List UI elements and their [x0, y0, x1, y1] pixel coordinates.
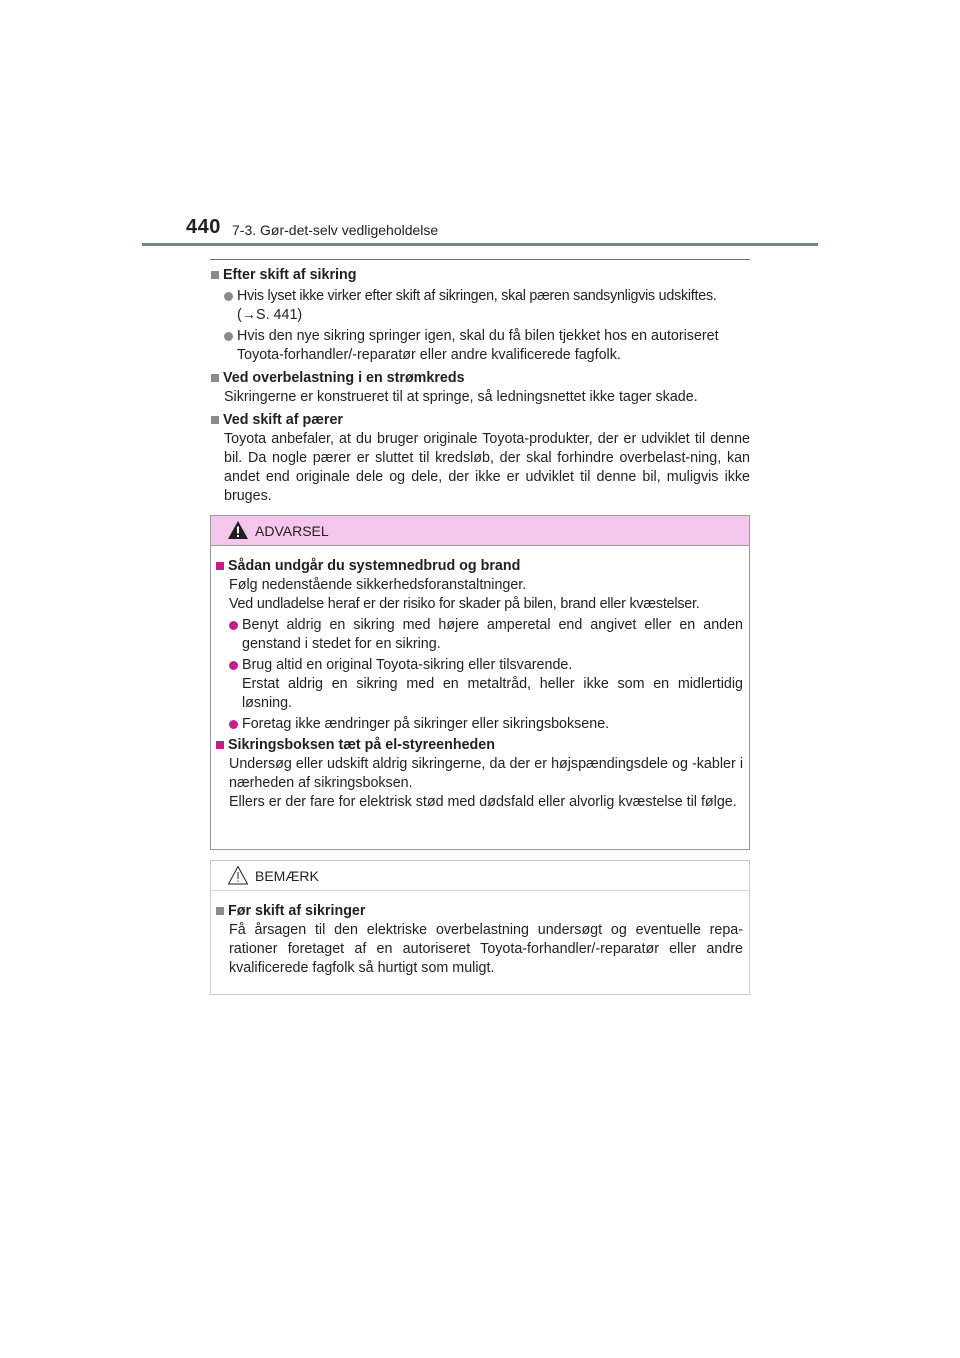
notice-box	[210, 860, 750, 995]
square-bullet-icon	[211, 374, 219, 382]
warning-heading: Sådan undgår du systemnedbrud og brand	[215, 557, 743, 576]
list-item: Hvis lyset ikke virker efter skift af sikringen, skal pæren sandsynligvis udskiftes. (→S. 441)	[210, 287, 750, 325]
list-item: Foretag ikke ændringer på sikringer eller sikringsboksene.	[215, 715, 743, 734]
list-item: Hvis den nye sikring springer igen, skal du få bilen tjekket hos en autoriseret Toyota-forhandler/-reparatør eller andre kvalificerede fagfolk.	[210, 327, 750, 365]
circle-bullet-icon	[224, 292, 233, 301]
notice-body: Før skift af sikringer Få årsagen til den elektriske overbelastning undersøgt og eventuelle repa-rationer foretaget af en autoriseret Toyota-forhandler/-reparatør eller andre kvalificerede fagfolk så hurtigt som muligt.	[211, 891, 749, 978]
section-heading: Ved overbelastning i en strømkreds	[210, 369, 750, 388]
warning-triangle-icon	[227, 520, 249, 540]
content-rule	[210, 259, 750, 260]
list-item: Brug altid en original Toyota-sikring eller tilsvarende. Erstat aldrig en sikring med en metaltråd, heller ikke som en midlertidig løsning.	[215, 656, 743, 713]
section-heading: Ved skift af pærer	[210, 411, 750, 430]
square-bullet-icon	[211, 271, 219, 279]
square-bullet-icon	[216, 562, 224, 570]
header-rule	[142, 243, 818, 246]
square-bullet-icon	[216, 741, 224, 749]
section-heading: Efter skift af sikring	[210, 266, 750, 285]
section-title: 7-3. Gør-det-selv vedligeholdelse	[232, 222, 439, 238]
section-text: Toyota anbefaler, at du bruger originale Toyota-produkter, der er udviklet til denne bil. Da nogle pærer er sluttet til kredsløb, der skal forhindre overbelast-ning, kan andet end originale dele og dele, der ikke er udviklet til denne bil, muligvis ikke bruges.	[224, 431, 750, 504]
square-bullet-icon	[211, 416, 219, 424]
warning-header	[211, 516, 749, 546]
warning-body: Sådan undgår du systemnedbrud og brand Følg nedenstående sikkerhedsforanstaltninger. Ved undladelse heraf er der risiko for skader på bilen, brand eller kvæstelser. Benyt aldrig en sikring med højere amperetal end angivet eller en anden genstand i stedet for en sikring. Brug altid en original Toyota-sikring eller tilsvarende. Erstat aldrig en sikring med en metaltråd, heller ikke som en midlertidig løsning. Foretag ikke ændringer på sikringer eller sikringsboksene. Sikringsboksen tæt på el-styreenheden Undersøg eller udskift aldrig sikringerne, da der er højspændingsdele og -kabler i nærheden af sikringsboksen. Ellers er der fare for elektrisk stød med dødsfald eller alvorlig kvæstelse til følge.	[211, 546, 749, 812]
circle-bullet-icon	[229, 720, 238, 729]
main-content	[210, 266, 750, 506]
warning-label: ADVARSEL	[255, 523, 329, 539]
notice-label: BEMÆRK	[255, 868, 319, 884]
notice-triangle-icon	[227, 865, 249, 885]
warning-box	[210, 515, 750, 850]
page-number: 440	[186, 216, 221, 238]
notice-heading: Før skift af sikringer	[215, 902, 743, 921]
warning-heading: Sikringsboksen tæt på el-styreenheden	[215, 736, 743, 755]
circle-bullet-icon	[229, 621, 238, 630]
notice-header	[211, 861, 749, 891]
section-text: Sikringerne er konstrueret til at springe, så ledningsnettet ikke tager skade.	[224, 389, 698, 405]
circle-bullet-icon	[229, 661, 238, 670]
square-bullet-icon	[216, 907, 224, 915]
circle-bullet-icon	[224, 332, 233, 341]
list-item: Benyt aldrig en sikring med højere amperetal end angivet eller en anden genstand i stedet for en sikring.	[215, 616, 743, 654]
